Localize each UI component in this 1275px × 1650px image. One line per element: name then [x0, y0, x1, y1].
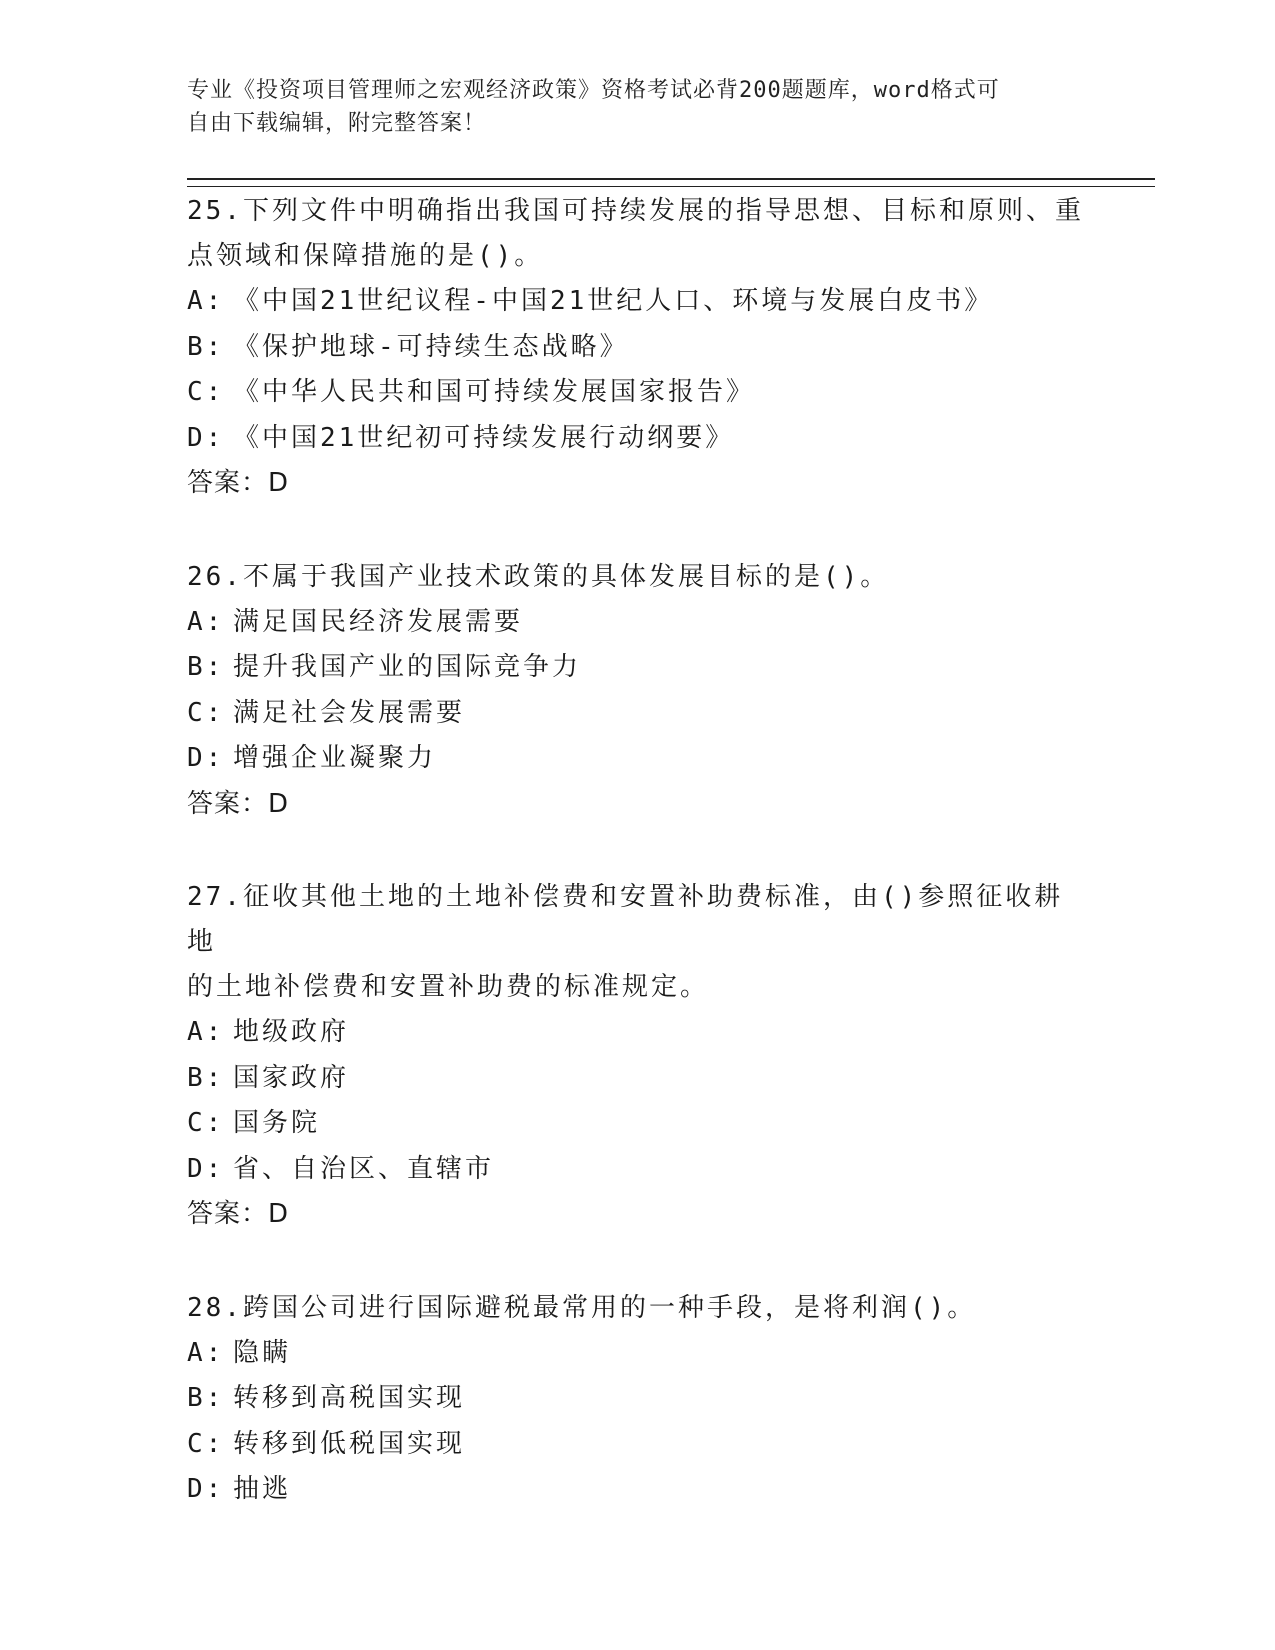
option-text: 转移到低税国实现 [233, 1428, 466, 1459]
option-text: 国家政府 [233, 1062, 350, 1093]
option-letter: C: [187, 377, 225, 407]
option-b [187, 645, 1087, 691]
option-a [187, 1010, 1087, 1056]
option-text: 《中国21世纪初可持续发展行动纲要》 [233, 422, 735, 453]
option-a [187, 1331, 1087, 1377]
stem-line: 26.不属于我国产业技术政策的具体发展目标的是()。 [187, 561, 890, 592]
option-text: 《中华人民共和国可持续发展国家报告》 [233, 377, 756, 407]
question-28 [187, 1285, 1087, 1513]
question-stem [187, 188, 1087, 279]
option-text: 隐瞒 [233, 1337, 292, 1368]
option-c [187, 370, 1087, 416]
answer-line: 答案：D [187, 468, 290, 498]
option-text: 省、自治区、直辖市 [233, 1153, 495, 1184]
option-text: 提升我国产业的国际竞争力 [233, 652, 582, 682]
option-c [187, 691, 1087, 737]
option-letter: C: [187, 697, 225, 728]
option-text: 满足国民经济发展需要 [233, 606, 524, 637]
question-stem [187, 874, 1087, 1010]
option-letter: A: [187, 606, 225, 637]
question-25 [187, 188, 1087, 507]
spacer [187, 1238, 1087, 1285]
option-text: 《保护地球-可持续生态战略》 [233, 331, 629, 362]
option-text: 国务院 [233, 1108, 321, 1138]
option-a [187, 600, 1087, 646]
option-b [187, 1056, 1087, 1102]
option-letter: B: [187, 652, 225, 682]
option-d [187, 1147, 1087, 1193]
option-text: 满足社会发展需要 [233, 697, 466, 728]
option-text: 转移到高税国实现 [233, 1383, 466, 1413]
option-text: 增强企业凝聚力 [233, 743, 437, 773]
document-header [187, 74, 1067, 140]
option-letter: B: [187, 1062, 225, 1093]
question-stem [187, 1285, 1087, 1331]
option-text: 抽逃 [233, 1474, 292, 1504]
option-d [187, 736, 1087, 782]
header-line-2: 自由下载编辑，附完整答案！ [187, 111, 487, 136]
question-list [187, 188, 1087, 1513]
question-27 [187, 874, 1087, 1238]
option-letter: A: [187, 1017, 225, 1047]
option-letter: A: [187, 286, 225, 316]
stem-line: 28.跨国公司进行国际避税最常用的一种手段，是将利润()。 [187, 1292, 977, 1323]
question-26 [187, 554, 1087, 828]
option-b [187, 1376, 1087, 1422]
option-a [187, 279, 1087, 325]
header-divider [187, 178, 1155, 187]
option-letter: A: [187, 1337, 225, 1368]
stem-line: 的土地补偿费和安置补助费的标准规定。 [187, 972, 710, 1002]
spacer [187, 827, 1087, 874]
option-d [187, 416, 1087, 462]
option-letter: C: [187, 1108, 225, 1138]
option-c [187, 1101, 1087, 1147]
option-letter: B: [187, 331, 225, 362]
stem-line: 点领域和保障措施的是()。 [187, 241, 544, 271]
option-letter: D: [187, 743, 225, 773]
question-stem [187, 554, 1087, 600]
answer-line: 答案：D [187, 1199, 290, 1229]
option-letter: D: [187, 422, 225, 453]
answer-line: 答案：D [187, 788, 290, 819]
header-line-1: 专业《投资项目管理师之宏观经济政策》资格考试必背200题题库，word格式可 [187, 78, 1000, 103]
option-b [187, 325, 1087, 371]
option-letter: D: [187, 1474, 225, 1504]
option-c [187, 1422, 1087, 1468]
option-letter: B: [187, 1383, 225, 1413]
option-d [187, 1467, 1087, 1513]
option-text: 《中国21世纪议程-中国21世纪人口、环境与发展白皮书》 [233, 286, 994, 316]
spacer [187, 507, 1087, 554]
option-text: 地级政府 [233, 1017, 350, 1047]
stem-line: 27.征收其他土地的土地补偿费和安置补助费标准，由()参照征收耕地 [187, 882, 1064, 957]
option-letter: C: [187, 1428, 225, 1459]
stem-line: 25.下列文件中明确指出我国可持续发展的指导思想、目标和原则、重 [187, 196, 1084, 226]
option-letter: D: [187, 1153, 225, 1184]
